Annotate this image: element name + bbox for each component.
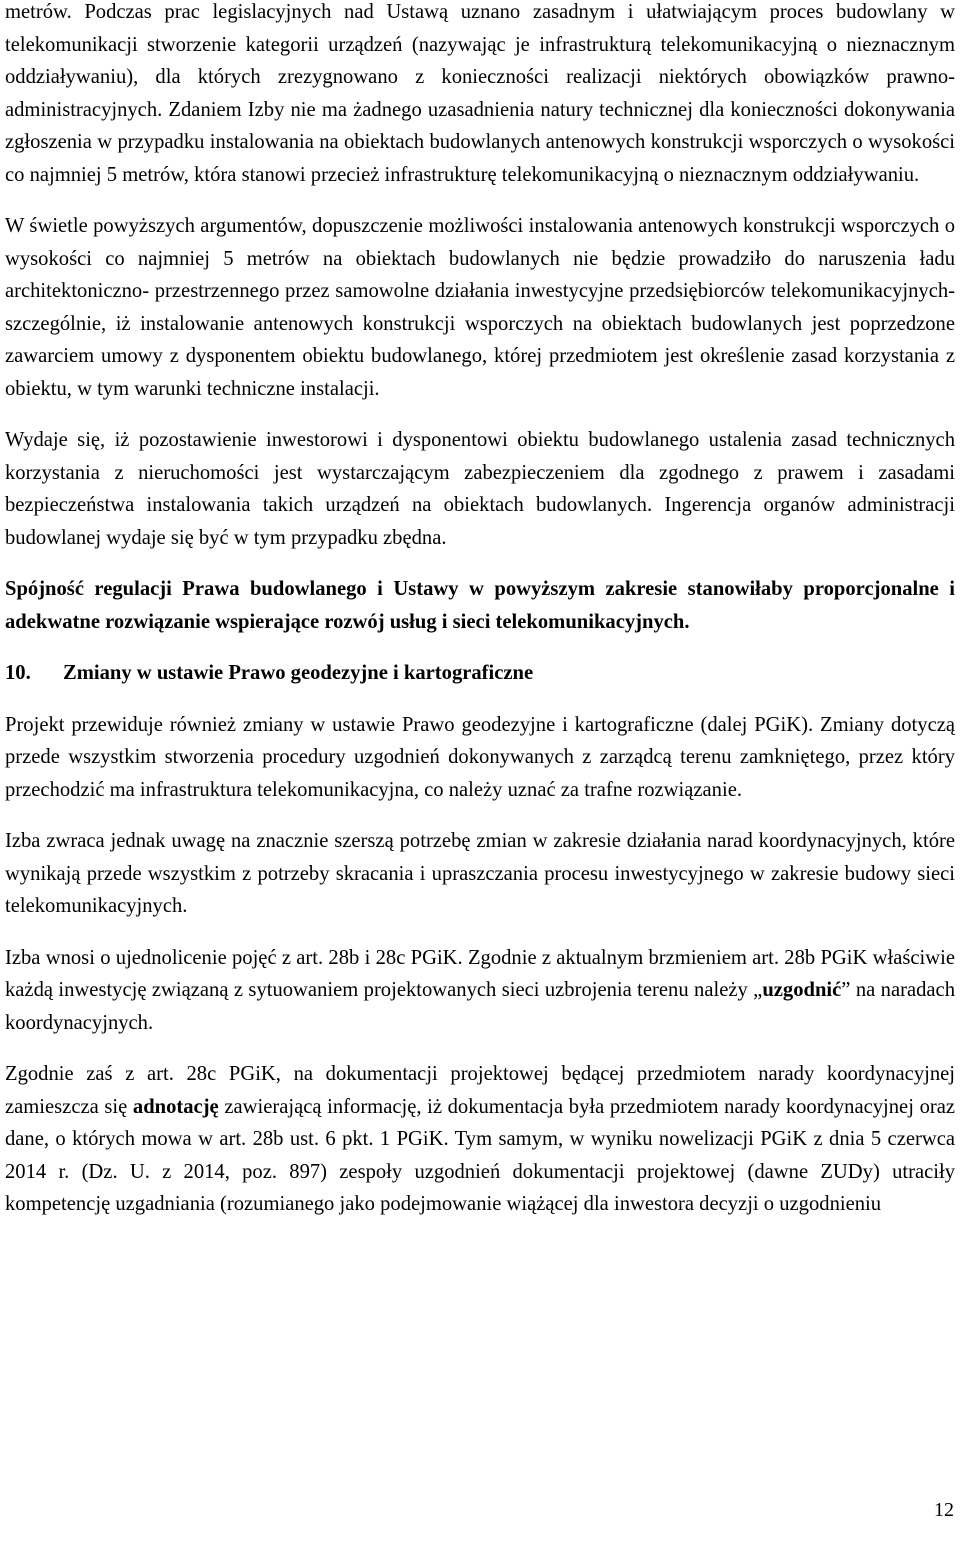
paragraph-6: Izba zwraca jednak uwagę na znacznie szerszą potrzebę zmian w zakresie działania narad koordynacyjnych, które wynikają przede wszystkim z potrzeby skracania i upraszczania procesu inwestycyjnego w zakresie budowy sieci telekomunikacyjnych. [5,830,955,917]
paragraph-5: Projekt przewiduje również zmiany w ustawie Prawo geodezyjne i kartograficzne (dalej PGiK). Zmiany dotyczą przede wszystkim stworzenia procedury uzgodnień dokonywanych z zarządcą terenu zamkniętego, przez który przechodzić ma infrastruktura telekomunikacyjna, co należy uznać za trafne rozwiązanie. [5,713,955,801]
paragraph-7-text-end: ” na naradach koordynacyjnych. [5,979,955,1034]
paragraph-8-bold-term: adnotację [132,1095,219,1118]
section-heading [5,657,955,690]
section-number: 10. [5,662,31,684]
paragraph-3: Wydaje się, iż pozostawienie inwestorowi i dysponentowi obiektu budowlanego ustalenia zasad technicznych korzystania z nieruchomości jest wystarczającym zabezpieczeniem dla zgodnego z prawem i zasadami bezpieczeństwa instalowania takich urządzeń na obiektach budowlanych. Ingerencja organów administracji budowlanej wydaje się być w tym przypadku zbędna. [5,429,955,549]
section-title: Zmiany w ustawie Prawo geodezyjne i kartograficzne [63,662,534,684]
paragraph-7 [5,942,955,1040]
paragraph-2: W świetle powyższych argumentów, dopuszczenie możliwości instalowania antenowych konstrukcji wsporczych o wysokości co najmniej 5 metrów na obiektach budowlanych nie będzie prowadziło do naruszenia ładu architektoniczno- przestrzennego przez samowolne działania inwestycyjne przedsiębiorców telekomunikacyjnych- szczególnie, iż instalowanie antenowych konstrukcji wsporczych na obiektach budowlanych jest poprzedzone zawarciem umowy z dysponentem obiektu budowlanego, której przedmiotem jest określenie zasad korzystania z obiektu, w tym warunki techniczne instalacji. [5,215,955,400]
paragraph-8-text-end: zawierającą informację, iż dokumentacja była przedmiotem narady koordynacyjnej oraz dane, o których mowa w art. 28b ust. 6 pkt. 1 PGiK. Tym samym, w wyniku nowelizacji PGiK z dnia 5 czerwca 2014 r. (Dz. U. z 2014, poz. 897) zespoły uzgodnień dokumentacji projektowej (dawne ZUDy) utraciły kompetencję uzgadniania (rozumianego jako podejmowanie wiążącej dla inwestora decyzji o uzgodnieniu [5,1095,955,1215]
paragraph-8-text-start: Zgodnie zaś z art. 28c PGiK, na dokumentacji projektowej będącej przedmiotem narady koordynacyjnej zamieszcza się [5,1063,955,1118]
page-number: 12 [934,1499,954,1521]
paragraph-7-bold-term: uzgodnić [762,979,842,1001]
paragraph-1: metrów. Podczas prac legislacyjnych nad Ustawą uznano zasadnym i ułatwiającym proces budowlany w telekomunikacji stworzenie kategorii urządzeń (nazywając je infrastrukturą telekomunikacyjną o nieznacznym oddziaływaniu), dla których zrezygnowano z konieczności realizacji niektórych obowiązków prawno- administracyjnych. Zdaniem Izby nie ma żadnego uzasadnienia natury technicznej dla konieczności dokonywania zgłoszenia w przypadku instalowania na obiektach budowlanych antenowych konstrukcji wsporczych o wysokości co najmniej 5 metrów, która stanowi przecież infrastrukturę telekomunikacyjną o nieznacznym oddziaływaniu. [5,1,955,186]
paragraph-7-text-start: Izba wnosi o ujednolicenie pojęć z art. 28b i 28c PGiK. Zgodnie z aktualnym brzmieniem art. 28b PGiK właściwie każdą inwestycję związaną z sytuowaniem projektowanych sieci uzbrojenia terenu należy „ [5,946,955,1001]
paragraph-4-bold-conclusion: Spójność regulacji Prawa budowlanego i Ustawy w powyższym zakresie stanowiłaby proporcjonalne i adekwatne rozwiązanie wspierające rozwój usług i sieci telekomunikacyjnych. [5,578,955,633]
document-page [5,0,955,1221]
paragraph-8 [5,1058,955,1221]
